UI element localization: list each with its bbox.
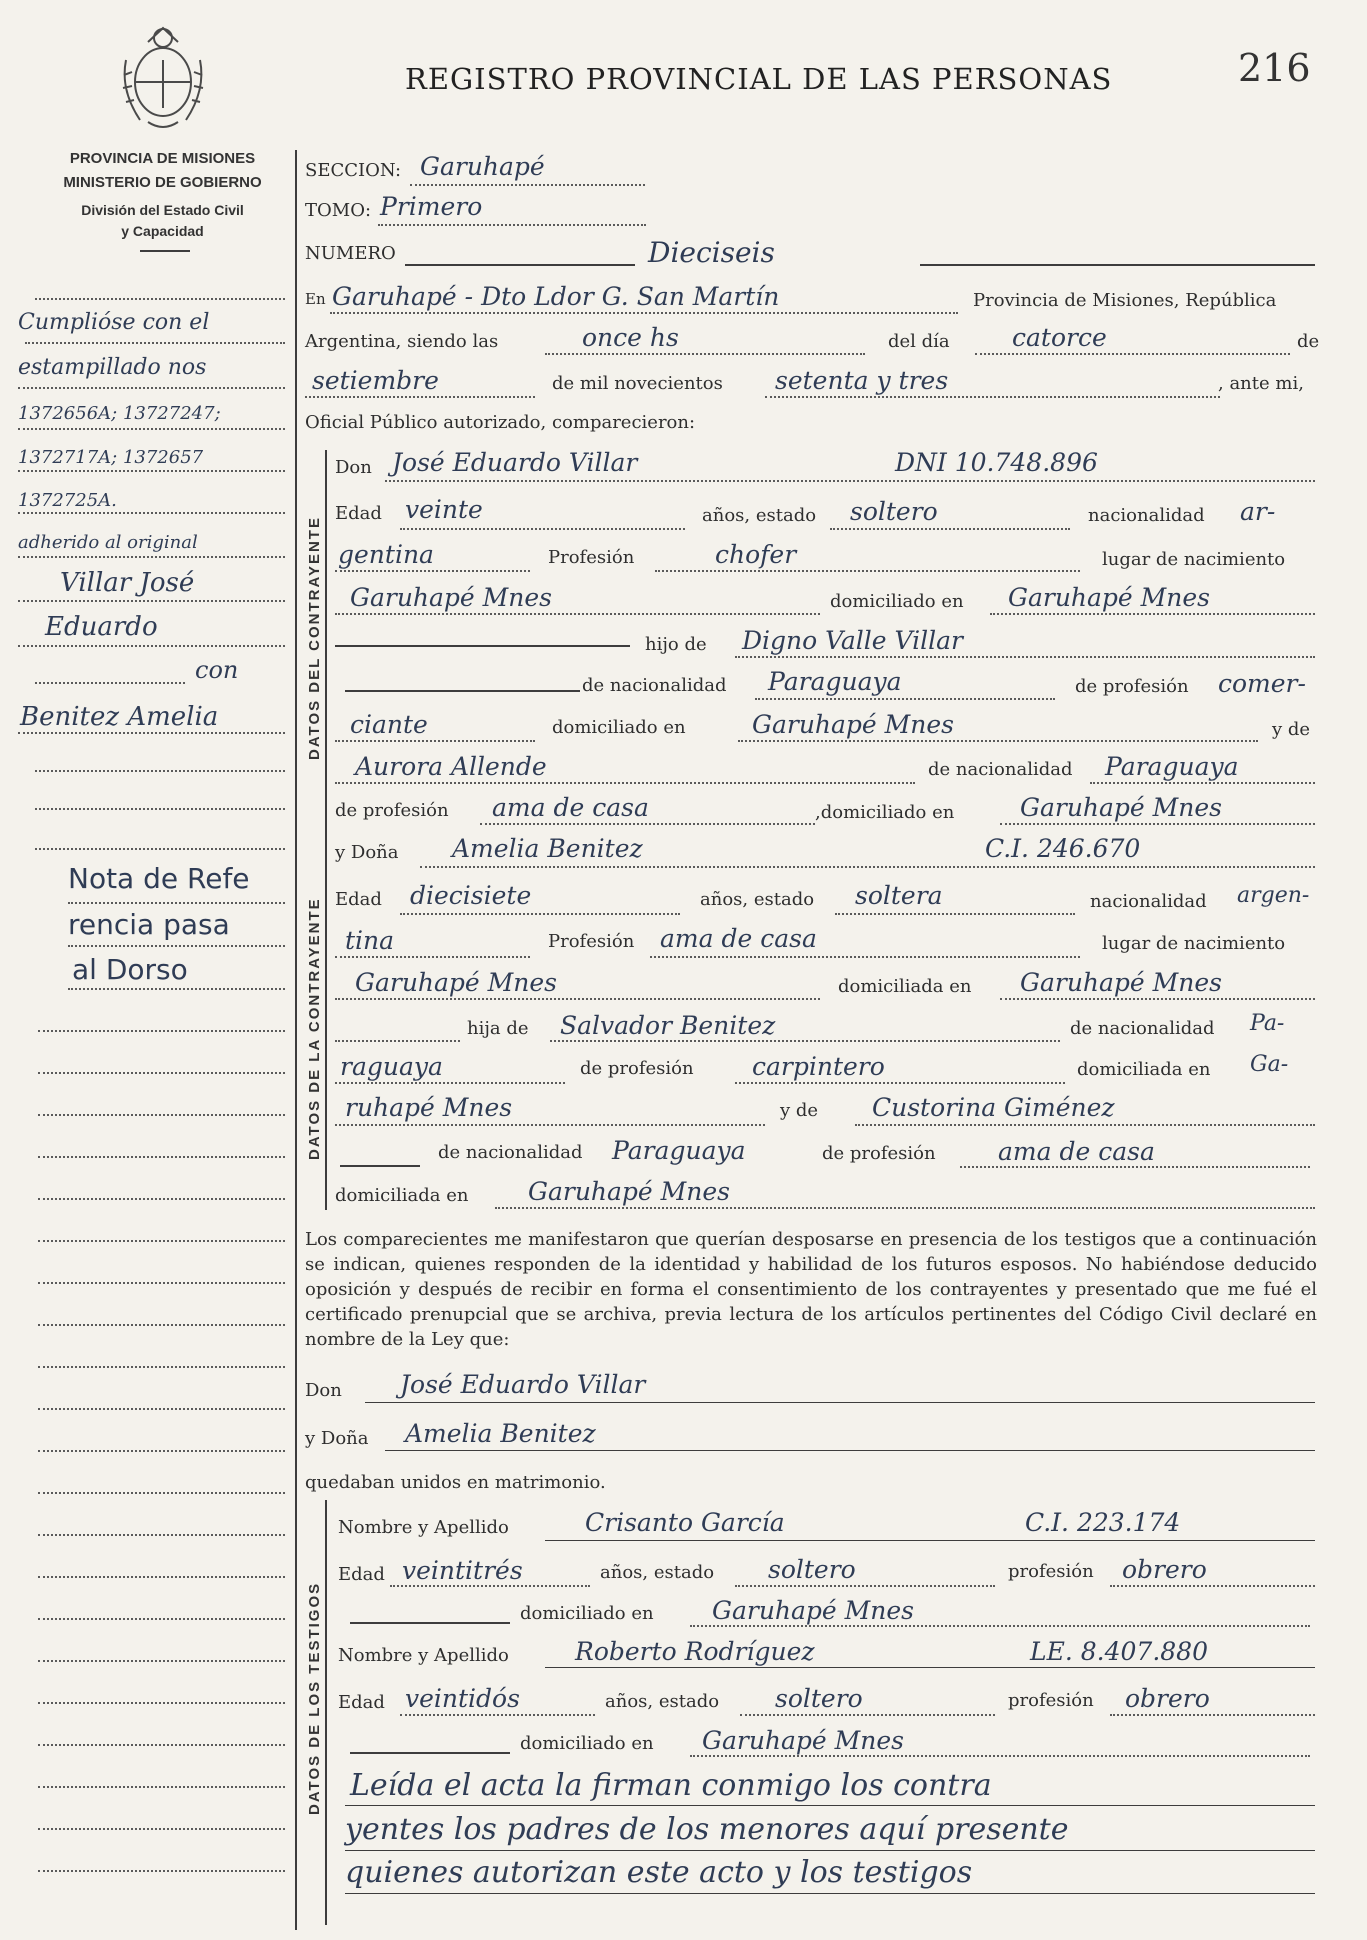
bride-mother-prof-label: de profesión [822,1143,936,1164]
bride-domicile: Garuhapé Mnes [1020,968,1223,997]
groom-hijo-label: hijo de [645,634,707,655]
margin-divider [295,150,297,1930]
margin-ruled-line [38,1744,285,1746]
groom-mother-nac-label: de nacionalidad [928,759,1073,780]
del-dia-text: del día [888,331,950,352]
bride-father: Salvador Benitez [560,1011,776,1040]
groom-mother-nac: Paraguaya [1105,752,1239,781]
declaration-don-label: Don [305,1380,342,1401]
groom-domicile: Garuhapé Mnes [1008,583,1211,612]
bride-anos-label: años, estado [700,889,815,910]
groom-mother-prof: ama de casa [492,793,649,822]
bride-mother-prof: ama de casa [998,1137,1155,1166]
groom-nac-part1: ar- [1240,497,1276,526]
margin-ruled-line [38,1576,285,1578]
bride-mother: Custorina Giménez [872,1093,1115,1122]
groom-father-nac-label: de nacionalidad [582,675,727,696]
oficial-text: Oficial Público autorizado, comparecieron: [305,412,696,433]
document-title: REGISTRO PROVINCIAL DE LAS PERSONAS [405,62,1113,96]
margin-ruled-line [38,1198,285,1200]
groom-mother: Aurora Allende [355,752,547,781]
numero-value: Dieciseis [648,236,775,269]
margin-ruled-line [38,1450,285,1452]
witness1-estado: soltero [768,1555,856,1584]
ante-text: , ante mi, [1218,373,1304,394]
margin-stamp-line2: estampillado nos [18,355,207,380]
margin-name-line2: Eduardo [45,612,158,642]
bride-hija-label: hija de [467,1018,529,1039]
groom-y-de-label: y de [1272,719,1311,740]
province-label: PROVINCIA DE MISIONES [69,150,256,167]
margin-ref-line1: Nota de Refe [68,862,250,895]
en-label: En [305,290,326,308]
groom-nac-part2: gentina [338,540,434,569]
seccion-value: Garuhapé [420,152,545,181]
margin-ruled-line [38,1324,285,1326]
witness1-domicile: Garuhapé Mnes [712,1596,915,1625]
groom-section-label: DATOS DEL CONTRAYENTE [306,516,323,760]
coat-of-arms-icon [118,20,208,135]
bride-father-dom-part1: Ga- [1250,1052,1289,1077]
bride-birthplace: Garuhapé Mnes [355,968,558,997]
bride-father-nac-label: de nacionalidad [1070,1018,1215,1039]
declaration-text: Los comparecientes me manifestaron que querían desposarse en presencia de los testigos que a continuación se indican, quienes responden de la identidad y habilidad de los futuros esposos. No habiéndose deducido oposición y después de recibir en forma el consentimiento de los contrayentes y presentado que me fué el certificado prenupcial que se archiva, previa lectura de los artículos pertinentes del Código Civil declaré en nombre de la Ley que: [305,1229,1317,1350]
tomo-label: TOMO: [305,200,372,221]
bride-father-prof-label: de profesión [580,1058,694,1079]
bride-mother-nac: Paraguaya [612,1136,746,1165]
witness1-name-label: Nombre y Apellido [338,1517,509,1538]
groom-father-prof-label: de profesión [1075,676,1189,697]
margin-stamp-line5: 1372725A. [18,490,117,511]
margin-stamp-line4: 1372717A; 1372657 [18,447,204,468]
bride-nac-part1: argen- [1237,883,1310,908]
margin-ruled-line [38,1156,285,1158]
witness2-edad-label: Edad [338,1692,385,1713]
bride-id: C.I. 246.670 [985,834,1141,863]
margin-ruled-line [38,1072,285,1074]
bride-father-nac-part1: Pa- [1250,1011,1285,1036]
declaration-bride-name: Amelia Benitez [405,1419,596,1448]
margin-ruled-line [38,1030,285,1032]
groom-lugar-label: lugar de nacimiento [1102,549,1286,570]
de-text: de [1297,331,1320,352]
header-divider [140,250,190,252]
day-value: catorce [1012,323,1107,352]
bride-age: diecisiete [410,881,532,910]
groom-father-nac: Paraguaya [768,667,902,696]
bride-nacionalidad-label: nacionalidad [1090,891,1207,912]
groom-estado: soltero [850,497,938,526]
margin-ruled-line [38,1282,285,1284]
groom-father-dom-label: domiciliado en [552,717,686,738]
witness1-profesion: obrero [1122,1555,1207,1584]
closing-line-3: quienes autorizan este acto y los testigos [345,1855,973,1890]
witness1-edad-label: Edad [338,1564,385,1585]
margin-ruled-line [38,1240,285,1242]
margin-ruled-line [38,1702,285,1704]
bride-lugar-label: lugar de nacimiento [1102,933,1286,954]
ministry-label: MINISTERIO DE GOBIERNO [63,174,262,191]
groom-birthplace: Garuhapé Mnes [350,583,553,612]
seccion-label: SECCION: [305,160,402,181]
margin-name-line3: con [195,656,239,684]
margin-name-line1: Villar José [60,568,195,598]
groom-father-dom: Garuhapé Mnes [752,710,955,739]
margin-ruled-line [38,1828,285,1830]
margin-ruled-line [38,1534,285,1536]
margin-ref-line3: al Dorso [72,953,188,986]
capacity-label: y Capacidad [121,223,204,239]
declaration-groom-name: José Eduardo Villar [400,1370,646,1399]
witnesses-section-label: DATOS DE LOS TESTIGOS [306,1581,323,1815]
bride-profesion: ama de casa [660,924,817,953]
bride-domiciliada-label: domiciliada en [838,976,972,997]
groom-father: Digno Valle Villar [742,626,963,655]
groom-age: veinte [405,495,483,524]
witness1-domiciliado-label: domiciliado en [520,1603,654,1624]
groom-mother-prof-label: de profesión [335,800,449,821]
witness2-name-label: Nombre y Apellido [338,1645,509,1666]
closing-line-2: yentes los padres de los menores aquí presente [345,1812,1069,1847]
bride-mother-dom-label: domiciliada en [335,1185,469,1206]
closing-line-1: Leída el acta la firman conmigo los contra [350,1768,992,1803]
declaration-dona-label: y Doña [305,1428,369,1449]
groom-nacionalidad-label: nacionalidad [1088,505,1205,526]
bride-estado: soltera [855,881,943,910]
witness1-anos-label: años, estado [600,1562,715,1583]
witness2-profesion: obrero [1125,1684,1210,1713]
bride-dona-label: y Doña [335,842,399,863]
groom-father-prof-part1: comer- [1218,669,1306,698]
witness2-id: LE. 8.407.880 [1030,1637,1208,1666]
margin-ref-line2: rencia pasa [68,908,230,941]
margin-adhered: adherido al original [18,532,198,553]
witness2-domicile: Garuhapé Mnes [702,1726,905,1755]
groom-mother-dom-label: ,domiciliado en [815,802,955,823]
margin-ruled-line [38,1618,285,1620]
bride-y-de-label: y de [780,1100,819,1121]
witness1-age: veintitrés [402,1556,523,1585]
witness1-id: C.I. 223.174 [1025,1508,1181,1537]
division-label: División del Estado Civil [81,202,244,218]
groom-don-label: Don [335,457,372,478]
bride-father-dom-label: domiciliada en [1077,1059,1211,1080]
groom-mother-dom: Garuhapé Mnes [1020,793,1223,822]
witness1-name: Crisanto García [585,1508,785,1537]
argentina-text: Argentina, siendo las [305,331,499,352]
margin-ruled-line [38,1408,285,1410]
margin-ruled-line [38,1366,285,1368]
hour-value: once hs [582,323,679,352]
place-value: Garuhapé - Dto Ldor G. San Martín [332,282,780,311]
bride-name: Amelia Benitez [452,834,643,863]
bride-father-nac-part2: raguaya [340,1052,443,1081]
margin-ruled-line [38,1114,285,1116]
tomo-value: Primero [380,192,483,221]
page-number: 216 [1238,46,1311,90]
margin-ruled-line [38,1786,285,1788]
groom-domiciliado-label: domiciliado en [830,591,964,612]
groom-name: José Eduardo Villar [392,448,638,477]
witness2-age: veintidós [405,1684,520,1713]
bride-section-label: DATOS DE LA CONTRAYENTE [306,897,323,1160]
groom-edad-label: Edad [335,503,382,524]
margin-ruled-line [38,1492,285,1494]
bride-father-prof: carpintero [752,1052,885,1081]
witness2-estado: soltero [775,1684,863,1713]
groom-profesion-label: Profesión [548,547,635,568]
year-value: setenta y tres [775,366,949,395]
witness2-anos-label: años, estado [605,1691,720,1712]
witness1-profesion-label: profesión [1008,1561,1094,1582]
united-text: quedaban unidos en matrimonio. [305,1472,606,1493]
provincia-text: Provincia de Misiones, República [973,290,1277,311]
groom-anos-label: años, estado [702,505,817,526]
witness2-domiciliado-label: domiciliado en [520,1733,654,1754]
groom-id: DNI 10.748.896 [895,448,1098,477]
margin-name-line4: Benitez Amelia [20,702,219,732]
margin-stamp-line1: Cumplióse con el [18,310,210,335]
groom-father-prof-part2: ciante [350,710,428,739]
margin-ruled-line [38,1660,285,1662]
bride-mother-dom: Garuhapé Mnes [528,1177,731,1206]
groom-profesion: chofer [715,540,797,569]
margin-ruled-line [38,1870,285,1872]
bride-profesion-label: Profesión [548,931,635,952]
month-value: setiembre [312,366,439,395]
numero-label: NUMERO [305,243,396,264]
witness2-name: Roberto Rodríguez [575,1637,815,1666]
witness2-profesion-label: profesión [1008,1690,1094,1711]
bride-edad-label: Edad [335,889,382,910]
bride-nac-part2: tina [345,926,395,955]
mil-text: de mil novecientos [552,373,723,394]
bride-mother-nac-label: de nacionalidad [438,1142,583,1163]
bride-father-dom-part2: ruhapé Mnes [345,1093,513,1122]
margin-stamp-line3: 1372656A; 13727247; [18,403,221,424]
